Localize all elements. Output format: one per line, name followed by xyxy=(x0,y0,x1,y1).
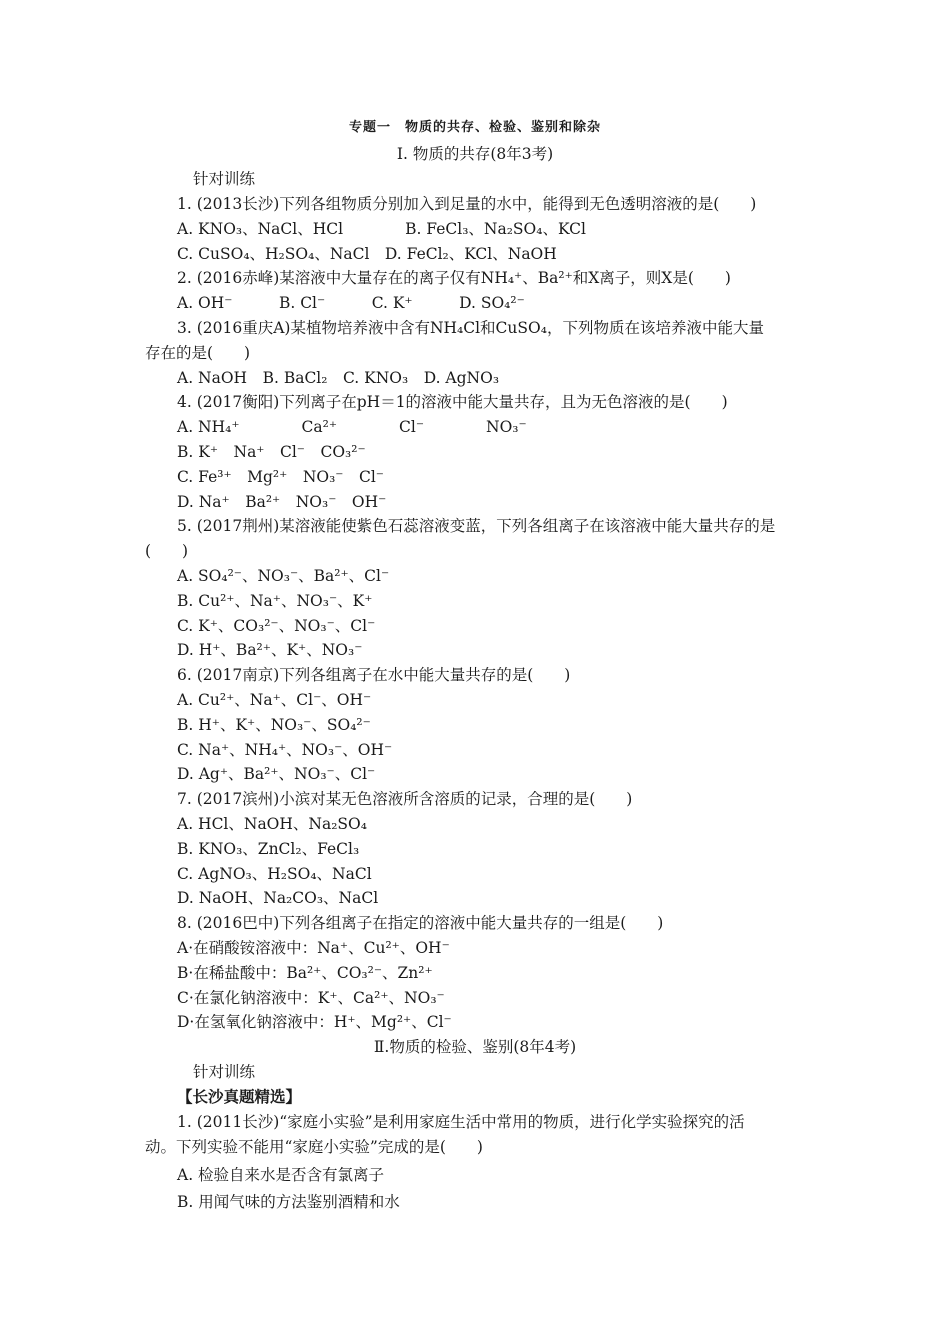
question-4: 4. (2017衡阳)下列离子在pH＝1的溶液中能大量共存，且为无色溶液的是( ) xyxy=(177,393,728,411)
question-8-option-d: D·在氢氧化钠溶液中：H⁺、Mg²⁺、Cl⁻ xyxy=(177,1013,452,1031)
question-5-option-a: A. SO₄²⁻、NO₃⁻、Ba²⁺、Cl⁻ xyxy=(177,567,390,585)
question-ii-1: 1. (2011长沙)“家庭小实验”是利用家庭生活中常用的物质，进行化学实验探究的活 xyxy=(177,1113,745,1131)
question-4-option-c: C. Fe³⁺ Mg²⁺ NO₃⁻ Cl⁻ xyxy=(177,468,384,486)
question-8-option-b: B·在稀盐酸中：Ba²⁺、CO₃²⁻、Zn²⁺ xyxy=(177,964,433,982)
section-heading-identification: Ⅱ.物质的检验、鉴别(8年4考) xyxy=(373,1038,577,1056)
question-7-option-d: D. NaOH、Na₂CO₃、NaCl xyxy=(177,889,379,907)
question-4-option-a: A. NH₄⁺ Ca²⁺ Cl⁻ NO₃⁻ xyxy=(177,418,527,436)
question-6-option-a: A. Cu²⁺、Na⁺、Cl⁻、OH⁻ xyxy=(177,691,372,709)
question-6: 6. (2017南京)下列各组离子在水中能大量共存的是( ) xyxy=(177,666,571,684)
question-2-options: A. OH⁻ B. Cl⁻ C. K⁺ D. SO₄²⁻ xyxy=(177,294,525,312)
changsha-selection-heading: 【长沙真题精选】 xyxy=(177,1087,302,1106)
question-6-option-b: B. H⁺、K⁺、NO₃⁻、SO₄²⁻ xyxy=(177,716,371,734)
question-5-option-b: B. Cu²⁺、Na⁺、NO₃⁻、K⁺ xyxy=(177,592,373,610)
question-1: 1. (2013长沙)下列各组物质分别加入到足量的水中，能得到无色透明溶液的是( ) xyxy=(177,195,757,213)
question-8-option-a: A·在硝酸铵溶液中：Na⁺、Cu²⁺、OH⁻ xyxy=(177,939,450,957)
practice-label-2: 针对训练 xyxy=(193,1063,256,1081)
page-title: 专题一 物质的共存、检验、鉴别和除杂 xyxy=(348,120,601,135)
question-ii-1-option-a: A. 检验自来水是否含有氯离子 xyxy=(177,1166,385,1184)
question-8-option-c: C·在氯化钠溶液中：K⁺、Ca²⁺、NO₃⁻ xyxy=(177,989,445,1007)
question-4-option-d: D. Na⁺ Ba²⁺ NO₃⁻ OH⁻ xyxy=(177,493,387,511)
question-3-options: A. NaOH B. BaCl₂ C. KNO₃ D. AgNO₃ xyxy=(177,369,500,387)
question-ii-1-continued: 动。下列实验不能用“家庭小实验”完成的是( ) xyxy=(145,1138,483,1156)
question-5: 5. (2017荆州)某溶液能使紫色石蕊溶液变蓝，下列各组离子在该溶液中能大量共存的是 xyxy=(177,517,776,535)
question-2: 2. (2016赤峰)某溶液中大量存在的离子仅有NH₄⁺、Ba²⁺和X离子，则X是( ) xyxy=(177,269,731,287)
question-5-continued: ( ) xyxy=(145,542,189,560)
question-7: 7. (2017滨州)小滨对某无色溶液所含溶质的记录，合理的是( ) xyxy=(177,790,633,808)
question-5-option-c: C. K⁺、CO₃²⁻、NO₃⁻、Cl⁻ xyxy=(177,617,376,635)
section-heading-coexistence: Ⅰ. 物质的共存(8年3考) xyxy=(396,145,554,163)
question-5-option-d: D. H⁺、Ba²⁺、K⁺、NO₃⁻ xyxy=(177,641,363,659)
question-1-options-ab: A. KNO₃、NaCl、HCl B. FeCl₃、Na₂SO₄、KCl xyxy=(177,220,586,238)
question-7-option-a: A. HCl、NaOH、Na₂SO₄ xyxy=(177,815,367,833)
question-1-options-cd: C. CuSO₄、H₂SO₄、NaCl D. FeCl₂、KCl、NaOH xyxy=(177,245,557,263)
question-8: 8. (2016巴中)下列各组离子在指定的溶液中能大量共存的一组是( ) xyxy=(177,914,664,932)
question-4-option-b: B. K⁺ Na⁺ Cl⁻ CO₃²⁻ xyxy=(177,443,366,461)
question-3: 3. (2016重庆A)某植物培养液中含有NH₄Cl和CuSO₄，下列物质在该培养液中能大量 xyxy=(177,319,764,337)
question-6-option-c: C. Na⁺、NH₄⁺、NO₃⁻、OH⁻ xyxy=(177,741,393,759)
question-ii-1-option-b: B. 用闻气味的方法鉴别酒精和水 xyxy=(177,1193,400,1211)
question-3-continued: 存在的是( ) xyxy=(145,344,251,362)
practice-label: 针对训练 xyxy=(193,170,256,188)
question-6-option-d: D. Ag⁺、Ba²⁺、NO₃⁻、Cl⁻ xyxy=(177,765,376,783)
question-7-option-c: C. AgNO₃、H₂SO₄、NaCl xyxy=(177,865,372,883)
question-7-option-b: B. KNO₃、ZnCl₂、FeCl₃ xyxy=(177,840,360,858)
